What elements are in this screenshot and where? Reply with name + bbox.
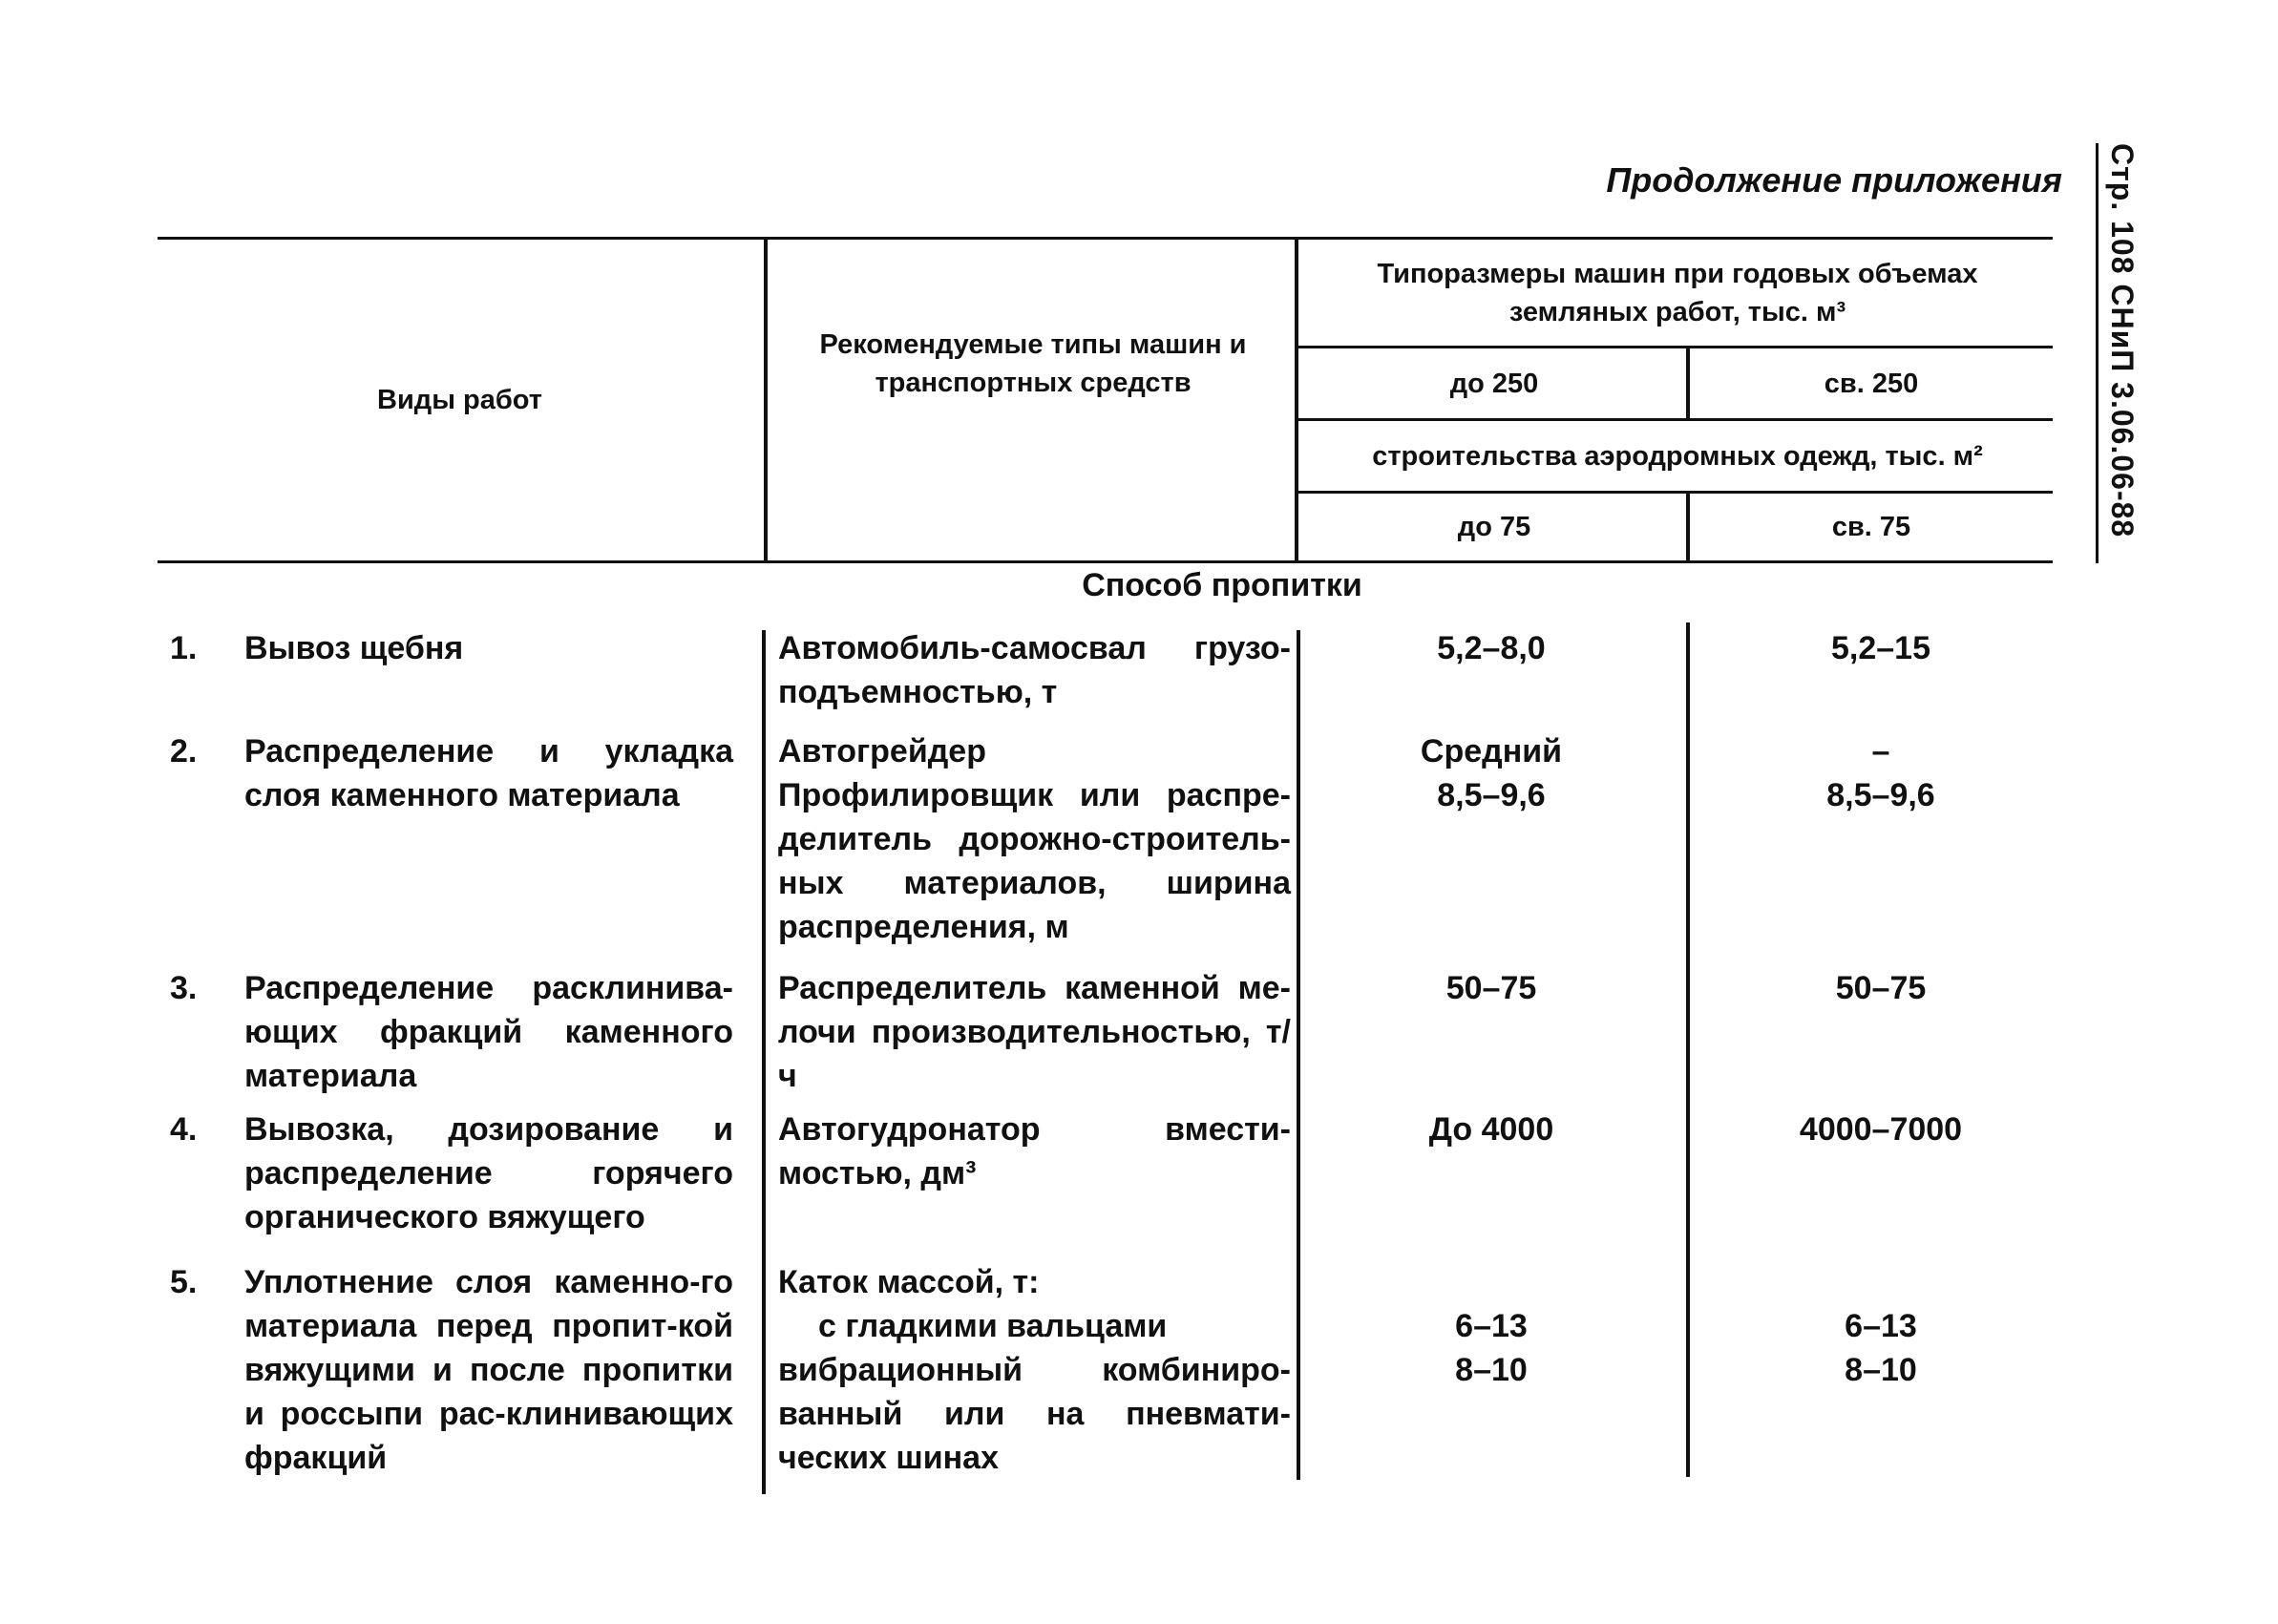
value: 4000–7000 xyxy=(1799,1111,1963,1148)
header-divider-1 xyxy=(764,237,768,563)
value: 8,5–9,6 xyxy=(1437,777,1546,813)
work-type: Вывозка, дозирование и распределение горячего органического вяжущего xyxy=(244,1111,733,1235)
page-side-label xyxy=(2096,143,2140,563)
value: – xyxy=(1871,733,1890,770)
header-over-250: св. 250 xyxy=(1824,368,1919,399)
row-number: 4. xyxy=(170,1111,198,1148)
machine-line: Каток массой, т: xyxy=(778,1264,1040,1300)
value-small xyxy=(1300,729,1682,817)
header-divider-2 xyxy=(1295,237,1298,563)
work-type: Распределение и укладка слоя каменного материала xyxy=(244,733,733,813)
value-large xyxy=(1690,966,2072,1010)
header-work-types: Виды работ xyxy=(377,385,542,415)
value xyxy=(1300,1260,1682,1304)
value: 5,2–8,0 xyxy=(1437,630,1546,666)
value: Средний xyxy=(1420,733,1563,770)
machine-line: вибрационный комбиниро-ванный или на пневмати-ческих шинах xyxy=(778,1352,1291,1476)
row-number: 5. xyxy=(170,1264,198,1300)
value-large xyxy=(1690,1260,2072,1392)
machine-type xyxy=(778,1260,1291,1480)
value-small xyxy=(1300,1107,1682,1151)
machine-line: Автомобиль-самосвал грузо-подъемностью, т xyxy=(778,630,1291,710)
header-machine-sizes: Типоразмеры машин при годовых объемах земляных работ, тыс. м³ xyxy=(1377,258,1978,327)
machine-type xyxy=(778,729,1291,949)
value-large xyxy=(1690,626,2072,670)
machine-line: Распределитель каменной ме-лочи производительностью, т/ч xyxy=(778,970,1291,1094)
header-over-75: св. 75 xyxy=(1831,512,1911,542)
value-large xyxy=(1690,729,2072,817)
machine-type xyxy=(778,1107,1291,1195)
machine-line: Профилировщик или распре-делитель дорожно-строитель-ных материалов, ширина распределения, м xyxy=(778,777,1291,945)
value: 6–13 xyxy=(1845,1308,1917,1344)
row-number: 2. xyxy=(170,733,198,770)
value: 50–75 xyxy=(1445,970,1537,1006)
value-large xyxy=(1690,1107,2072,1151)
header-bottom-rule xyxy=(158,560,2053,563)
continuation-caption: Продолжение приложения xyxy=(1606,160,2062,200)
header-airfield-construction: строительства аэродромных одежд, тыс. м² xyxy=(1372,440,1983,472)
work-type: Вывоз щебня xyxy=(244,630,464,666)
value: 8–10 xyxy=(1845,1352,1917,1388)
work-type: Распределение расклинива-ющих фракций каменного материала xyxy=(244,970,733,1094)
value-small xyxy=(1300,1260,1682,1392)
value: 8,5–9,6 xyxy=(1826,777,1935,813)
page-reference: Стр. 108 СНиП 3.06.06-88 xyxy=(2105,143,2140,538)
header-recommended-machines: Рекомендуемые типы машин и транспортных средств xyxy=(819,329,1247,398)
header-up-to-75: до 75 xyxy=(1457,512,1531,542)
machine-line: Автогудронатор вмести-мостью, дм³ xyxy=(778,1111,1291,1192)
value: До 4000 xyxy=(1428,1111,1554,1148)
section-title: Способ пропитки xyxy=(1082,567,1362,603)
value-small xyxy=(1300,626,1682,670)
machine-type xyxy=(778,626,1291,714)
machine-line: Автогрейдер xyxy=(778,733,986,770)
row-number: 3. xyxy=(170,970,198,1006)
body-divider-1 xyxy=(762,630,766,1494)
value-small xyxy=(1300,966,1682,1010)
value: 6–13 xyxy=(1455,1308,1528,1344)
value xyxy=(1690,1260,2072,1304)
value: 5,2–15 xyxy=(1831,630,1930,666)
value: 8–10 xyxy=(1455,1352,1528,1388)
machine-line: с гладкими вальцами xyxy=(818,1308,1168,1344)
value: 50–75 xyxy=(1835,970,1927,1006)
row-number: 1. xyxy=(170,630,198,666)
work-type: Уплотнение слоя каменно-го материала перед пропит-кой вяжущими и после пропитки и россыпи рас-клинивающих фракций xyxy=(244,1264,733,1476)
header-up-to-250: до 250 xyxy=(1449,368,1539,399)
machine-type xyxy=(778,966,1291,1098)
